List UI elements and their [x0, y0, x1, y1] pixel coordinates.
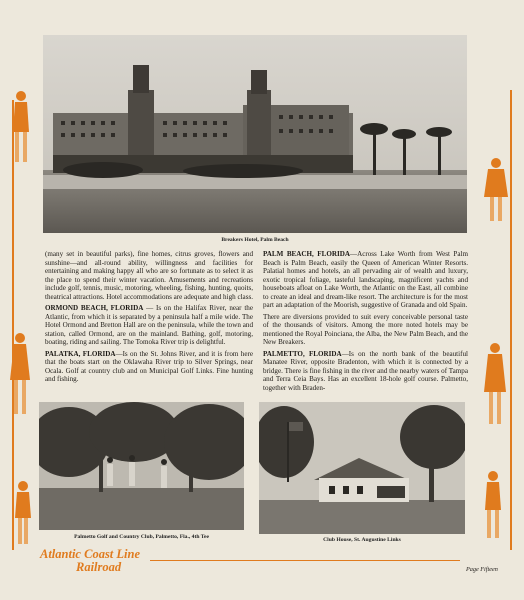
hotel-illustration: [43, 35, 467, 233]
palm-beach-heading: PALM BEACH, FLORIDA: [263, 250, 351, 258]
right-text-column: [263, 250, 468, 395]
left-figure-middle: [4, 330, 36, 420]
bottom-border-line: [150, 560, 460, 561]
palatka-paragraph: [45, 350, 253, 384]
st-augustine-clubhouse-photo: [259, 402, 465, 534]
palatka-text: —Is on the St. Johns River, and it is from here that the boats start on the Oklawaha River trip to Silver Springs, near Ocala. Golf at country club and on Municipal Golf Links. Fine hunting and fishing.: [45, 349, 253, 383]
left-text-column: [45, 250, 253, 387]
caption-palmetto-golf: Palmetto Golf and Country Club, Palmetto, Fla., 4th Tee: [74, 534, 209, 540]
palm-beach-paragraph: [263, 250, 468, 310]
brand-line-2: Railroad: [76, 559, 122, 574]
right-figure-middle: [478, 340, 512, 430]
palmetto-paragraph: [263, 350, 468, 393]
clubhouse-illustration: [259, 402, 465, 534]
brand-line-1: Atlantic Coast Line: [40, 547, 141, 561]
ormond-heading: ORMOND BEACH, FLORIDA: [45, 304, 144, 312]
palmetto-heading: PALMETTO, FLORIDA: [263, 349, 342, 358]
ormond-text: — Is on the Halifax River, near the Atlantic, from which it is separated by a peninsula half a mile wide. The Hotel Ormond and Bretton Hall are on the peninsula, while the town and station, called Ormond, are on the mainland. Bathing, golf, motoring, boating, riding and sailing. The Tomoka River trip is delightful.: [45, 304, 253, 346]
page-number: Page Fifteen: [466, 566, 498, 573]
right-figure-top: [478, 155, 514, 225]
right-figure-bottom: [478, 468, 508, 543]
palmetto-text: —Is on the north bank of the beautiful Manatee River, opposite Bradenton, with which it is connected by a bridge. There is fine fishing in the river and the nearby waters of Tampa and Terra Ceia Bays. Has an excellent 18-hole golf course. Palmetto, together with Braden-: [263, 349, 468, 392]
palatka-heading: PALATKA, FLORIDA: [45, 349, 116, 358]
breakers-hotel-photo: [43, 35, 467, 233]
caption-breakers-hotel: Breakers Hotel, Palm Beach: [221, 237, 289, 243]
left-figure-top: [6, 88, 36, 168]
palm-beach-text: —Across Lake Worth from West Palm Beach is Palm Beach, easily the Queen of American Winter Resorts. Palatial homes and hotels, an all pervading air of wealth and luxury, exotic tropical foliage, tasteful landscaping, magnificent yachts and houseboats afloat on Lake Worth, the Atlantic on the East, all combine to create an ideal and dream-like resort. The architecture is for the most part an adaptation of the Moorish, suggestive of Granada and old Spain.: [263, 250, 469, 309]
golf-illustration: [39, 402, 244, 530]
caption-st-augustine-clubhouse: Club House, St. Augustine Links: [323, 537, 401, 543]
palmetto-golf-photo: [39, 402, 244, 530]
intro-paragraph: (many set in beautiful parks), fine homes, citrus groves, flowers and sunshine—and all-round ability, willingness and facilities for entertaining and making happy all who are so fortunate as to select it as the place to spend their winter vacation. Amusements and recreations include golf, tennis, music, motoring, wheeling, fishing, hunting, quoits, theatrical attractions. Hotel accommodations are adequate and high class.: [45, 250, 254, 301]
diversions-paragraph: There are diversions provided to suit every conceivable personal taste of the thousands of visitors. Among the more noted hotels may be mentioned the Royal Poinciana, the Alba, the New Palm Beach, and the New Breakers.: [263, 312, 468, 346]
left-figure-bottom: [8, 478, 38, 548]
ormond-paragraph: [45, 304, 253, 347]
atlantic-coast-line-logo: [40, 548, 140, 573]
